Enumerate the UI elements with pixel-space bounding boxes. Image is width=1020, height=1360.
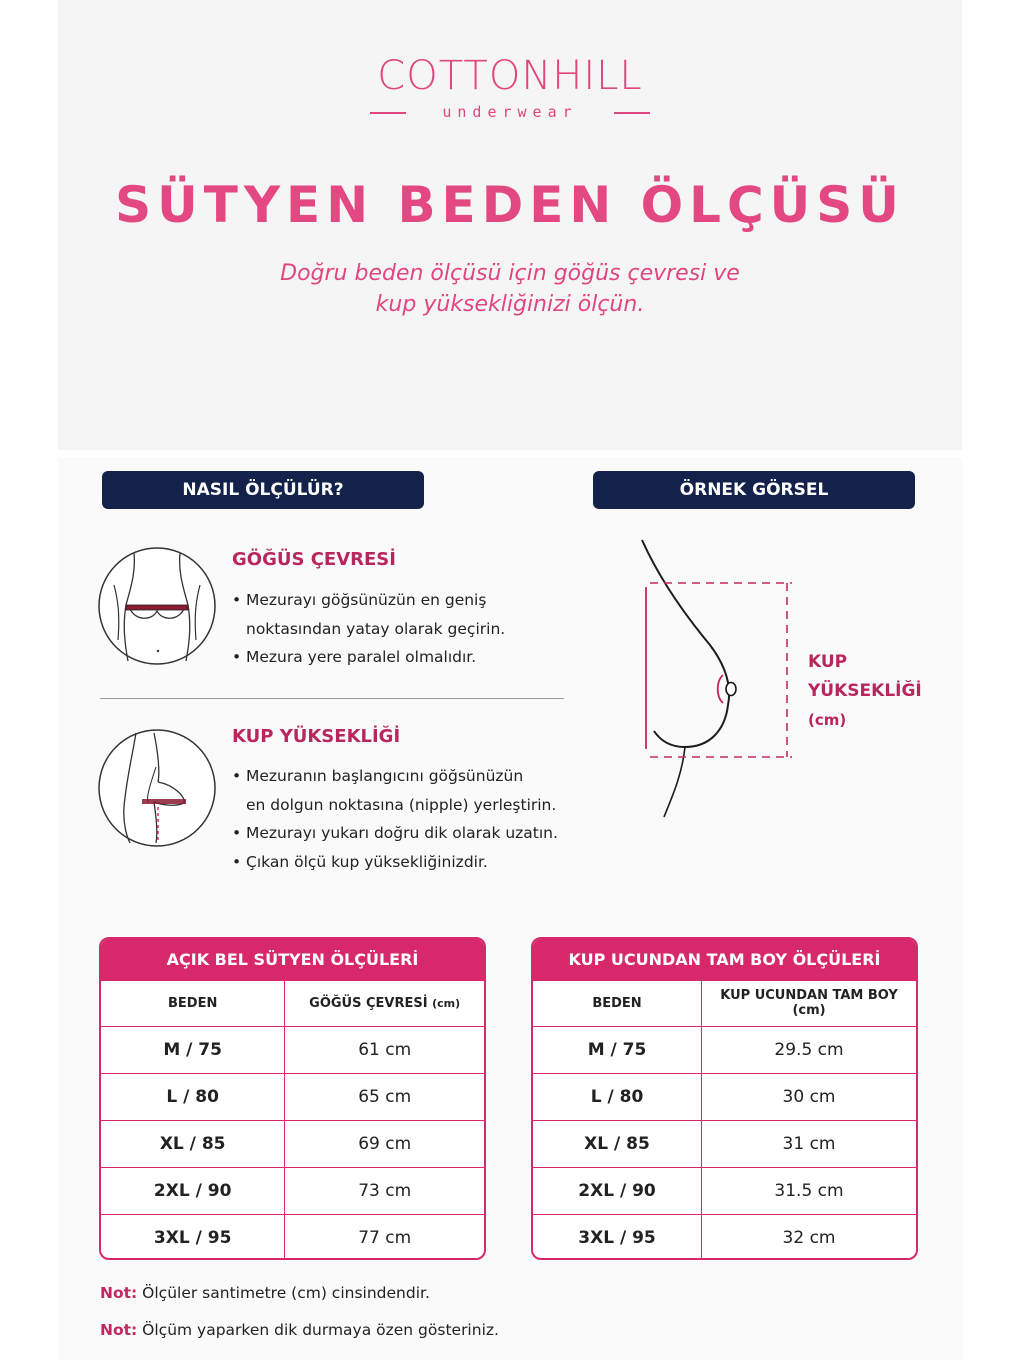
cup-height-diagram-icon xyxy=(630,535,810,825)
table-row xyxy=(533,1167,916,1214)
page-subtitle xyxy=(0,258,1020,320)
brand-logo xyxy=(0,52,1020,121)
column-header: KUP UCUNDAN TAM BOY (cm) xyxy=(702,981,916,1026)
column-header: BEDEN xyxy=(101,981,285,1026)
size-cell: L / 80 xyxy=(533,1073,702,1120)
note-units: Not: Ölçüler santimetre (cm) cinsindendir. xyxy=(100,1284,430,1302)
size-cell: 2XL / 90 xyxy=(533,1167,702,1214)
table-row xyxy=(101,1026,484,1073)
table-row xyxy=(533,1214,916,1260)
list-item: • Mezuranın başlangıcını göğsünüzün en dolgun noktasına (nipple) yerleştirin. xyxy=(232,762,558,819)
tagline-rule-right xyxy=(614,112,650,114)
value-cell: 77 cm xyxy=(285,1214,484,1260)
size-table xyxy=(533,981,916,1260)
value-cell: 73 cm xyxy=(285,1167,484,1214)
bust-instructions xyxy=(232,586,505,672)
band-size-table xyxy=(99,937,486,1260)
table-row xyxy=(533,1073,916,1120)
note-posture: Not: Ölçüm yaparken dik durmaya özen gösteriniz. xyxy=(100,1321,499,1339)
column-header: GÖĞÜS ÇEVRESİ (cm) xyxy=(285,981,484,1026)
value-cell: 30 cm xyxy=(702,1073,916,1120)
column-header: BEDEN xyxy=(533,981,702,1026)
list-item: • Mezurayı göğsünüzün en geniş noktasından yatay olarak geçirin. xyxy=(232,586,505,643)
value-cell: 65 cm xyxy=(285,1073,484,1120)
value-cell: 31.5 cm xyxy=(702,1167,916,1214)
brand-tagline-row xyxy=(370,104,650,120)
subtitle-line-2: kup yüksekliğinizi ölçün. xyxy=(375,292,645,317)
cup-instructions xyxy=(232,762,558,876)
size-cell: 2XL / 90 xyxy=(101,1167,285,1214)
size-cell: L / 80 xyxy=(101,1073,285,1120)
table-header-row xyxy=(101,981,484,1026)
list-item: • Çıkan ölçü kup yüksekliğinizdir. xyxy=(232,848,558,877)
bust-section-title: GÖĞÜS ÇEVRESİ xyxy=(232,549,396,570)
size-table xyxy=(101,981,484,1260)
list-item: • Mezura yere paralel olmalıdır. xyxy=(232,643,505,672)
table-title: KUP UCUNDAN TAM BOY ÖLÇÜLERİ xyxy=(533,939,916,981)
size-cell: M / 75 xyxy=(533,1026,702,1073)
value-cell: 32 cm xyxy=(702,1214,916,1260)
table-row xyxy=(101,1214,484,1260)
table-row xyxy=(533,1120,916,1167)
section-divider xyxy=(100,698,564,699)
size-cell: XL / 85 xyxy=(533,1120,702,1167)
size-cell: M / 75 xyxy=(101,1026,285,1073)
example-header: ÖRNEK GÖRSEL xyxy=(593,471,915,509)
table-title: AÇIK BEL SÜTYEN ÖLÇÜLERİ xyxy=(101,939,484,981)
cup-height-label: KUP YÜKSEKLİĞİ (cm) xyxy=(808,652,922,729)
value-cell: 61 cm xyxy=(285,1026,484,1073)
cup-length-table xyxy=(531,937,918,1260)
cup-section-title: KUP YÜKSEKLİĞİ xyxy=(232,726,401,747)
cup-height-illustration-icon xyxy=(96,727,218,849)
table-header-row xyxy=(533,981,916,1026)
size-cell: XL / 85 xyxy=(101,1120,285,1167)
subtitle-line-1: Doğru beden ölçüsü için göğüs çevresi ve xyxy=(280,261,740,286)
value-cell: 31 cm xyxy=(702,1120,916,1167)
table-row xyxy=(533,1026,916,1073)
list-item: • Mezurayı yukarı doğru dik olarak uzatın. xyxy=(232,819,558,848)
value-cell: 29.5 cm xyxy=(702,1026,916,1073)
value-cell: 69 cm xyxy=(285,1120,484,1167)
how-to-header: NASIL ÖLÇÜLÜR? xyxy=(102,471,424,509)
page-title: SÜTYEN BEDEN ÖLÇÜSÜ xyxy=(115,176,905,234)
table-row xyxy=(101,1167,484,1214)
brand-tagline: underwear xyxy=(442,103,578,121)
bust-measure-illustration-icon xyxy=(96,545,218,667)
size-cell: 3XL / 95 xyxy=(101,1214,285,1260)
table-row xyxy=(101,1073,484,1120)
brand-name: COTTONHILL xyxy=(377,53,643,99)
table-row xyxy=(101,1120,484,1167)
size-cell: 3XL / 95 xyxy=(533,1214,702,1260)
